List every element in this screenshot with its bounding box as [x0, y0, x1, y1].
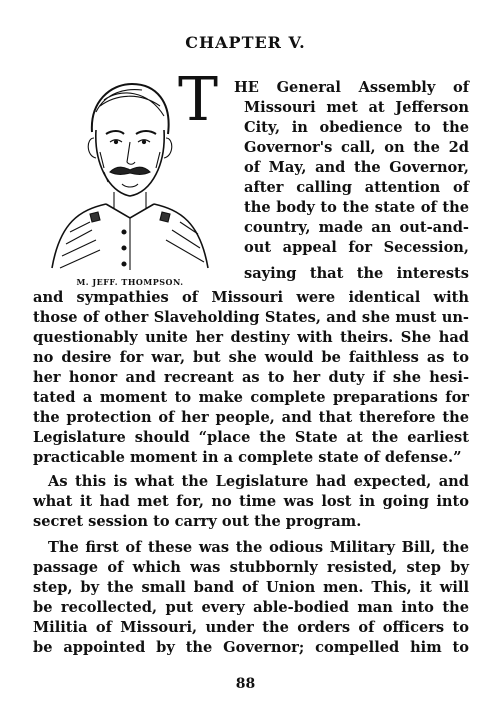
text-line: As this is what the Legislature had expected, and: [48, 473, 469, 490]
text-line: Legislature should “place the State at the earliest: [33, 429, 469, 446]
text-line: country, made an out-and-: [244, 219, 469, 236]
text-line: be recollected, put every able-bodied man into the: [33, 599, 469, 616]
text-line: be appointed by the Governor; compelled him to: [33, 639, 469, 656]
text-line: secret session to carry out the program.: [33, 513, 362, 530]
text-line: practicable moment in a complete state of defense.”: [33, 449, 462, 466]
text-line: HE General Assembly of: [234, 79, 469, 96]
text-line: the body to the state of the: [244, 199, 469, 216]
text-line: after calling attention of: [244, 179, 469, 196]
text-line: those of other Slaveholding States, and she must un-: [33, 309, 469, 326]
text-line: saying that the interests: [244, 265, 469, 282]
text-line: City, in obedience to the: [244, 119, 469, 136]
text-line: Governor's call, on the 2d: [244, 139, 469, 156]
page-number: 88: [235, 676, 256, 692]
text-line: no desire for war, but she would be faithless as to: [33, 349, 469, 366]
text-line: out appeal for Secession,: [244, 239, 469, 256]
drop-cap: T: [178, 65, 219, 135]
text-line: and sympathies of Missouri were identical with: [33, 289, 469, 306]
portrait-caption: M. JEFF. THOMPSON.: [76, 277, 184, 287]
text-line: tated a moment to make complete preparations for: [33, 389, 469, 406]
text-line: of May, and the Governor,: [244, 159, 469, 176]
chapter-title: CHAPTER V.: [185, 33, 306, 52]
text-line: her honor and recreant as to her duty if she hesi-: [33, 369, 469, 386]
text-line: what it had met for, no time was lost in going into: [33, 493, 469, 510]
text-line: Militia of Missouri, under the orders of officers to: [33, 619, 469, 636]
text-line: the protection of her people, and that therefore the: [33, 409, 469, 426]
text-line: The first of these was the odious Military Bill, the: [48, 539, 469, 556]
text-line: questionably unite her destiny with theirs. She had: [33, 329, 469, 346]
text-line: passage of which was stubbornly resisted, step by: [33, 559, 469, 576]
text-line: step, by the small band of Union men. This, it will: [33, 579, 469, 596]
text-line: Missouri met at Jefferson: [244, 99, 469, 116]
